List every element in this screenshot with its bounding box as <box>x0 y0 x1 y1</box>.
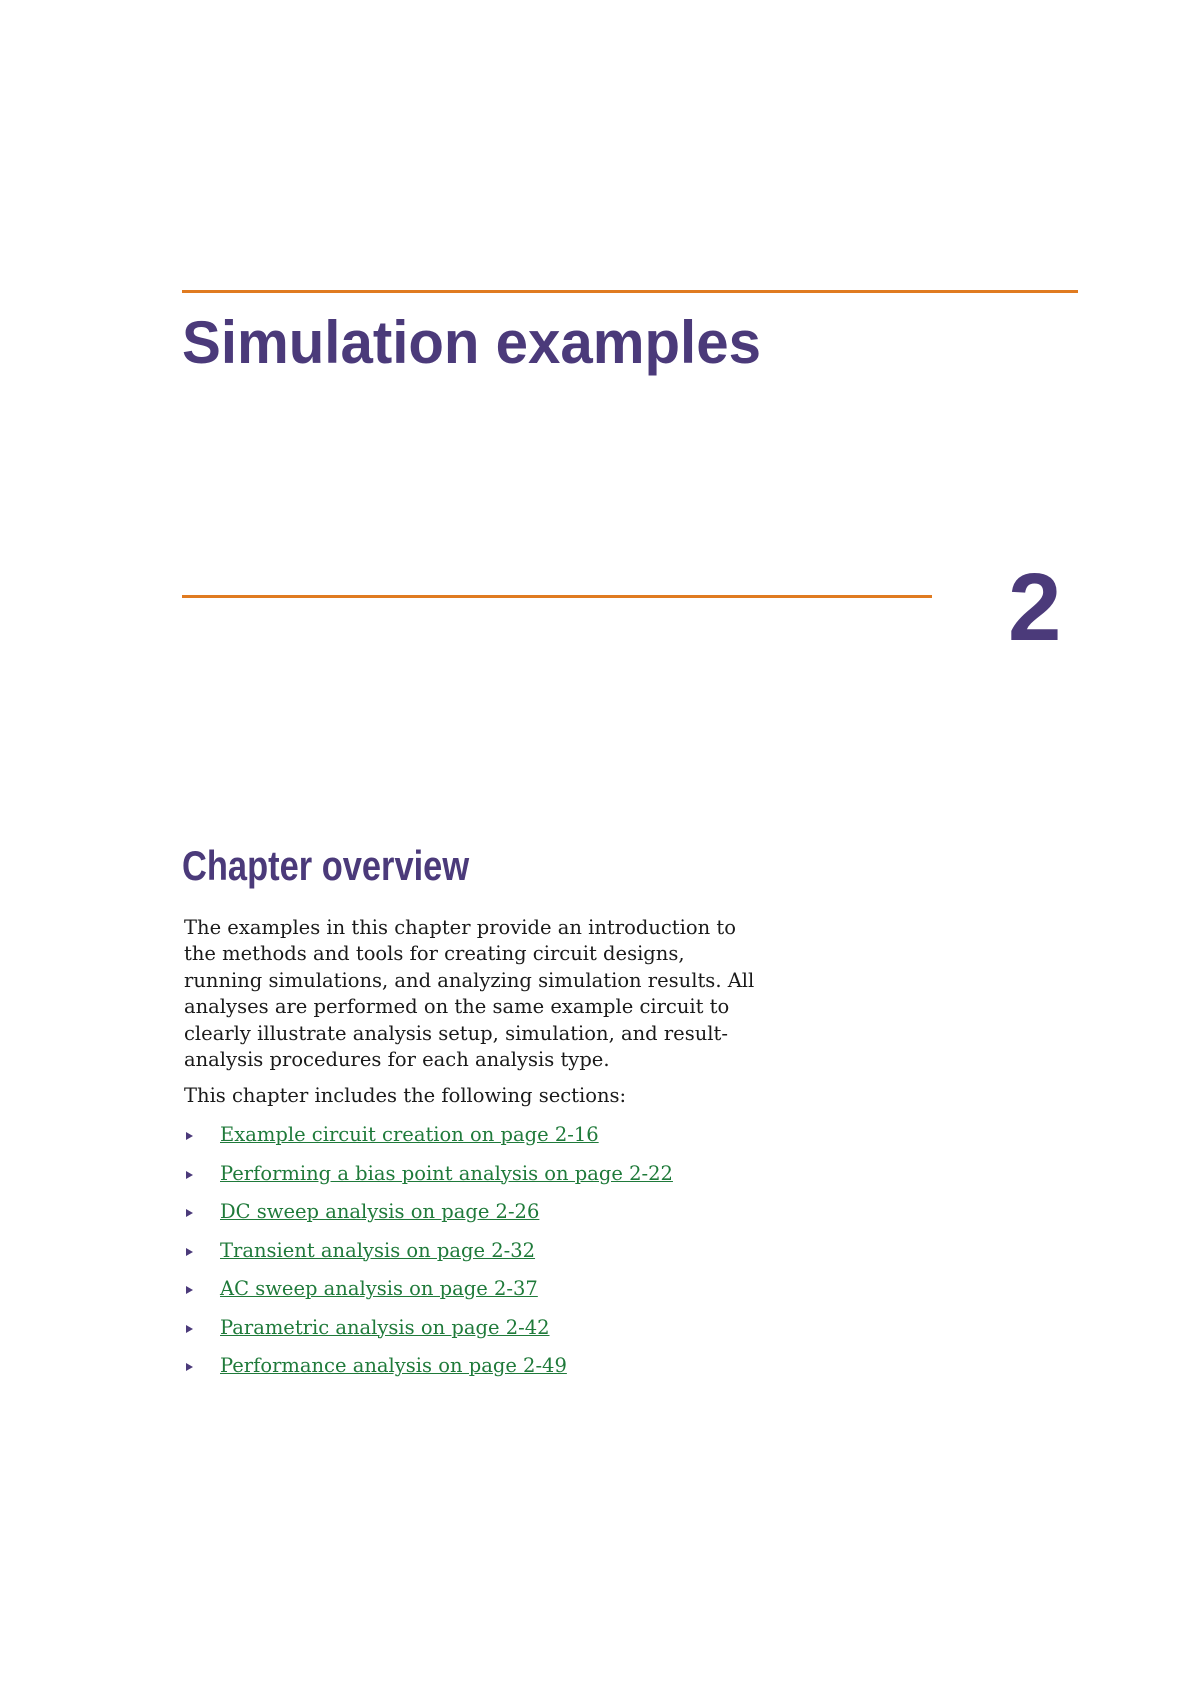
chapter-top-rule <box>182 290 1078 293</box>
section-link-parametric-analysis[interactable]: Parametric analysis on page 2-42 <box>220 1315 550 1339</box>
section-heading-chapter-overview: Chapter overview <box>182 842 470 889</box>
section-link-bias-point-analysis[interactable]: Performing a bias point analysis on page 2-22 <box>220 1161 673 1185</box>
chapter-number: 2 <box>1008 554 1062 661</box>
section-link-example-circuit-creation[interactable]: Example circuit creation on page 2-16 <box>220 1123 599 1146</box>
list-item <box>184 1161 673 1200</box>
list-item <box>184 1353 673 1392</box>
bullet-arrow-icon <box>186 1171 193 1179</box>
bullet-arrow-icon <box>186 1325 193 1333</box>
list-item <box>184 1199 673 1238</box>
section-link-performance-analysis[interactable]: Performance analysis on page 2-49 <box>220 1354 567 1377</box>
bullet-arrow-icon <box>186 1132 193 1140</box>
section-link-ac-sweep-analysis[interactable]: AC sweep analysis on page 2-37 <box>220 1277 538 1300</box>
chapter-number-rule <box>182 595 932 598</box>
section-link-transient-analysis[interactable]: Transient analysis on page 2-32 <box>220 1238 536 1262</box>
section-link-dc-sweep-analysis[interactable]: DC sweep analysis on page 2-26 <box>220 1200 540 1223</box>
overview-paragraph: The examples in this chapter provide an introduction to the methods and tools for creating circuit designs, running simulations, and analyzing simulation results. All analyses are performed on the same example circuit to clearly illustrate analysis setup, simulation, and result-analysis procedures for each analysis type. <box>184 916 755 1072</box>
bullet-arrow-icon <box>186 1248 193 1256</box>
list-item <box>184 1238 673 1277</box>
sections-list <box>184 1122 673 1392</box>
list-item <box>184 1276 673 1315</box>
list-item <box>184 1315 673 1354</box>
bullet-arrow-icon <box>186 1363 193 1371</box>
bullet-arrow-icon <box>186 1209 193 1217</box>
chapter-title: Simulation examples <box>182 309 761 376</box>
bullet-arrow-icon <box>186 1286 193 1294</box>
sections-intro-text: This chapter includes the following sections: <box>184 1084 627 1107</box>
list-item <box>184 1122 673 1161</box>
